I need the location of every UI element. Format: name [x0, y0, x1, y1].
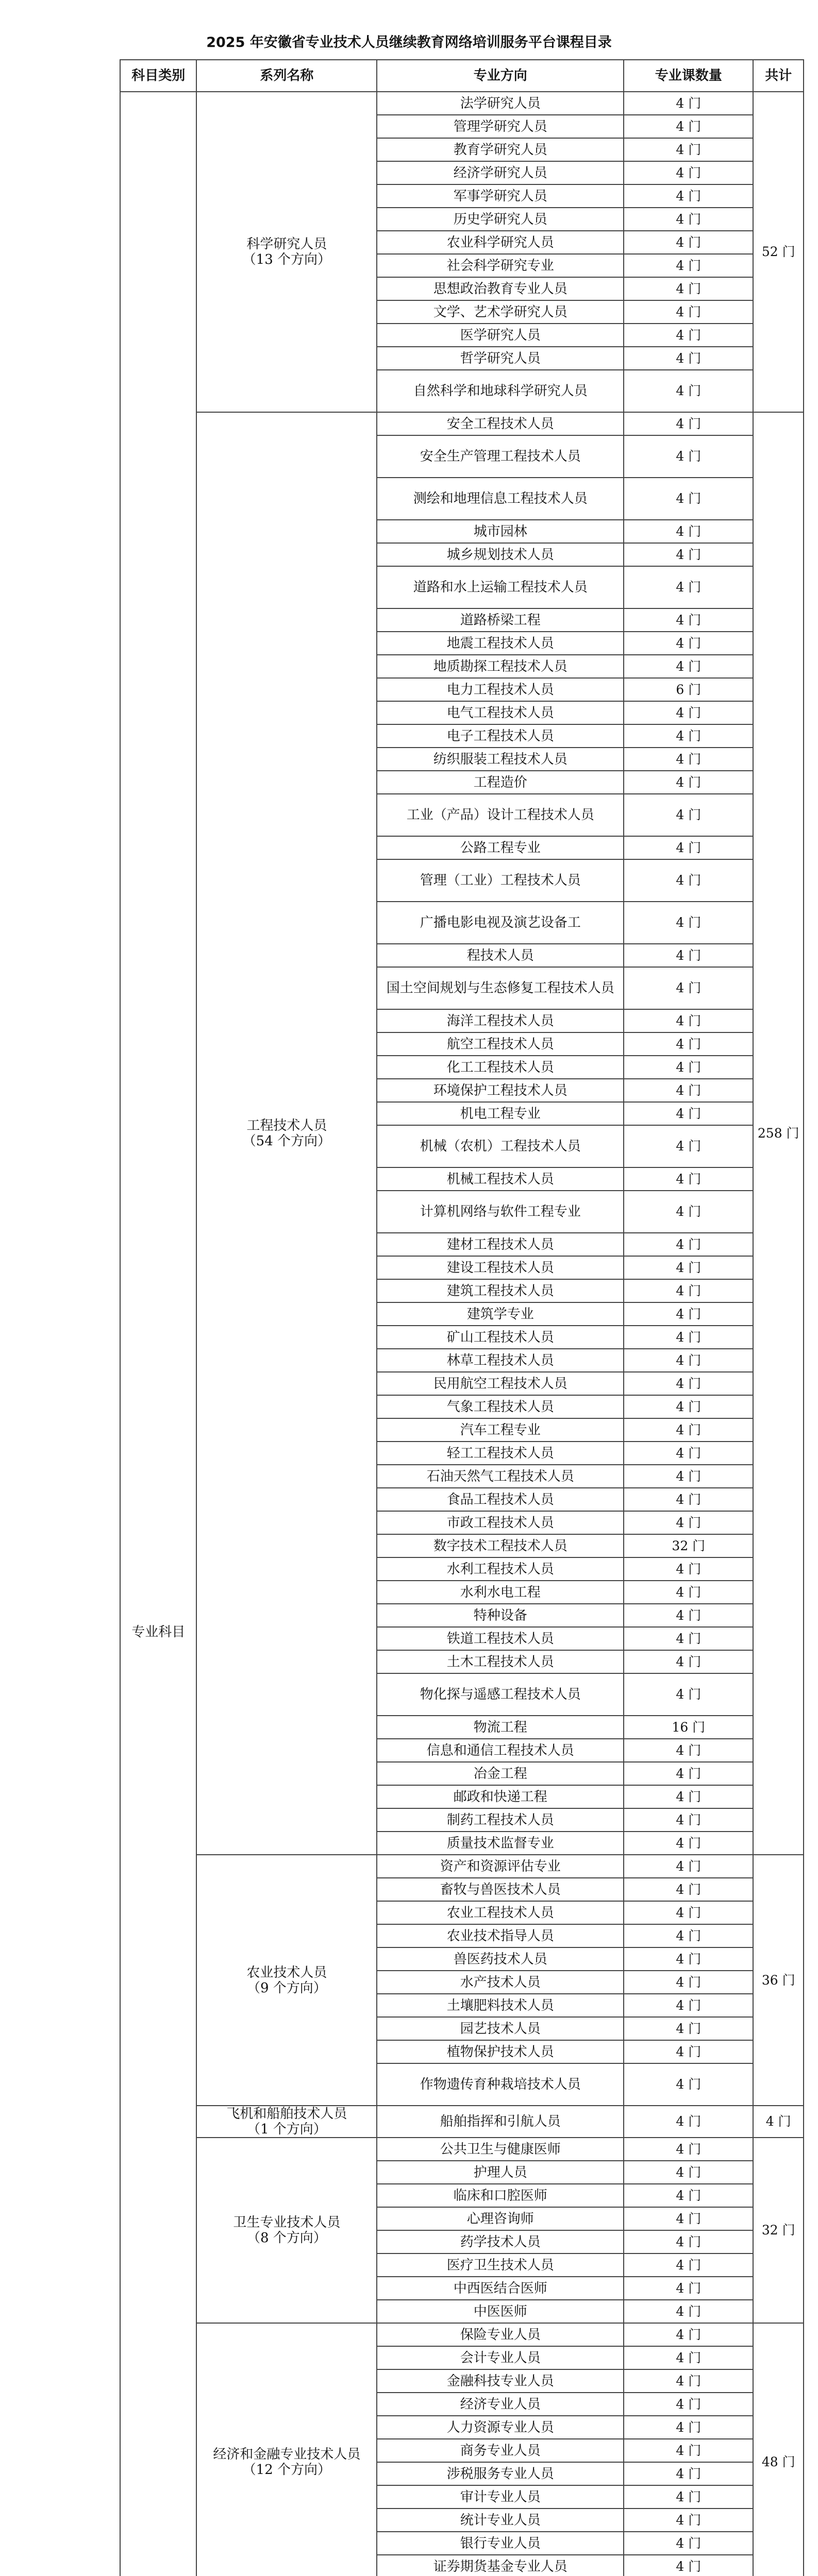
- direction-cell: 地震工程技术人员: [377, 632, 624, 655]
- course-count-cell: 4 门: [624, 1901, 753, 1924]
- course-count-cell: 4 门: [624, 1785, 753, 1808]
- course-count-cell: 4 门: [624, 412, 753, 435]
- direction-cell: 环境保护工程技术人员: [377, 1079, 624, 1102]
- direction-cell: 气象工程技术人员: [377, 1395, 624, 1418]
- direction-cell: 安全工程技术人员: [377, 412, 624, 435]
- header-course-count: 专业课数量: [624, 60, 753, 92]
- direction-cell: 经济学研究人员: [377, 161, 624, 184]
- course-count-cell: 4 门: [624, 859, 753, 902]
- course-count-cell: 4 门: [624, 1855, 753, 1878]
- direction-cell: 电子工程技术人员: [377, 724, 624, 748]
- course-count-cell: 4 门: [624, 655, 753, 678]
- course-count-cell: 4 门: [624, 1326, 753, 1349]
- course-count-cell: 4 门: [624, 1557, 753, 1581]
- direction-cell: 医疗卫生技术人员: [377, 2253, 624, 2277]
- course-count-cell: 4 门: [624, 2138, 753, 2161]
- direction-cell: 医学研究人员: [377, 324, 624, 347]
- course-count-cell: 4 门: [624, 1627, 753, 1650]
- direction-cell: 电气工程技术人员: [377, 701, 624, 724]
- series-cell: 科学研究人员 （13 个方向）: [196, 92, 377, 412]
- series-cell: 农业技术人员 （9 个方向）: [196, 1855, 377, 2106]
- course-count-cell: 4 门: [624, 208, 753, 231]
- course-count-cell: 4 门: [624, 2393, 753, 2416]
- course-count-cell: 4 门: [624, 632, 753, 655]
- direction-cell: 公共卫生与健康医师: [377, 2138, 624, 2161]
- group-total-cell: 258 门: [753, 412, 804, 1855]
- direction-cell: 测绘和地理信息工程技术人员: [377, 478, 624, 520]
- course-count-cell: 4 门: [624, 836, 753, 859]
- course-count-cell: 4 门: [624, 1488, 753, 1511]
- direction-cell: 审计专业人员: [377, 2485, 624, 2509]
- direction-cell: 涉税服务专业人员: [377, 2462, 624, 2485]
- direction-cell: 安全生产管理工程技术人员: [377, 435, 624, 478]
- course-count-cell: 4 门: [624, 1191, 753, 1233]
- direction-cell: 管理（工业）工程技术人员: [377, 859, 624, 902]
- course-count-cell: 4 门: [624, 1808, 753, 1832]
- course-count-cell: 4 门: [624, 2439, 753, 2462]
- direction-cell: 工业（产品）设计工程技术人员: [377, 794, 624, 836]
- course-count-cell: 4 门: [624, 2106, 753, 2138]
- direction-cell: 数字技术工程技术人员: [377, 1534, 624, 1557]
- course-count-cell: 32 门: [624, 1534, 753, 1557]
- course-count-cell: 4 门: [624, 794, 753, 836]
- direction-cell: 思想政治教育专业人员: [377, 277, 624, 300]
- direction-cell: 畜牧与兽医技术人员: [377, 1878, 624, 1901]
- direction-cell: 航空工程技术人员: [377, 1032, 624, 1056]
- direction-cell: 矿山工程技术人员: [377, 1326, 624, 1349]
- course-count-cell: 4 门: [624, 1832, 753, 1855]
- series-cell: 卫生专业技术人员 （8 个方向）: [196, 2138, 377, 2323]
- course-count-cell: 4 门: [624, 435, 753, 478]
- course-count-cell: 4 门: [624, 1511, 753, 1534]
- direction-cell: 水产技术人员: [377, 1971, 624, 1994]
- course-count-cell: 4 门: [624, 115, 753, 138]
- course-count-cell: 4 门: [624, 2555, 753, 2576]
- course-count-cell: 4 门: [624, 1233, 753, 1256]
- direction-cell: 冶金工程: [377, 1762, 624, 1785]
- direction-cell: 商务专业人员: [377, 2439, 624, 2462]
- course-count-cell: 4 门: [624, 347, 753, 370]
- course-count-cell: 4 门: [624, 701, 753, 724]
- course-count-cell: 4 门: [624, 944, 753, 967]
- course-count-cell: 4 门: [624, 2161, 753, 2184]
- direction-cell: 机械（农机）工程技术人员: [377, 1125, 624, 1167]
- direction-cell: 会计专业人员: [377, 2346, 624, 2369]
- course-count-cell: 4 门: [624, 1302, 753, 1326]
- course-count-cell: 4 门: [624, 1032, 753, 1056]
- course-count-cell: 4 门: [624, 231, 753, 254]
- direction-cell: 临床和口腔医师: [377, 2184, 624, 2207]
- direction-cell: 石油天然气工程技术人员: [377, 1465, 624, 1488]
- direction-cell: 道路桥梁工程: [377, 608, 624, 632]
- direction-cell: 轻工工程技术人员: [377, 1442, 624, 1465]
- direction-cell: 管理学研究人员: [377, 115, 624, 138]
- direction-cell: 建材工程技术人员: [377, 1233, 624, 1256]
- course-count-cell: 4 门: [624, 2300, 753, 2323]
- course-count-cell: 4 门: [624, 254, 753, 277]
- group-total-cell: 32 门: [753, 2138, 804, 2323]
- course-count-cell: 4 门: [624, 1395, 753, 1418]
- course-count-cell: 4 门: [624, 1581, 753, 1604]
- table-row: [120, 2106, 804, 2138]
- direction-cell: 建筑工程技术人员: [377, 1279, 624, 1302]
- series-cell: 飞机和船舶技术人员 （1 个方向）: [196, 2106, 377, 2138]
- direction-cell: 建筑学专业: [377, 1302, 624, 1326]
- table-row: [120, 412, 804, 435]
- direction-cell: 国土空间规划与生态修复工程技术人员: [377, 967, 624, 1009]
- course-count-cell: 4 门: [624, 520, 753, 543]
- direction-cell: 城乡规划技术人员: [377, 543, 624, 566]
- course-count-cell: 4 门: [624, 2063, 753, 2106]
- course-count-cell: 4 门: [624, 2323, 753, 2346]
- direction-cell: 心理咨询师: [377, 2207, 624, 2230]
- direction-cell: 机电工程专业: [377, 1102, 624, 1125]
- course-count-cell: 4 门: [624, 1924, 753, 1947]
- course-catalog-table: [120, 59, 804, 2576]
- course-count-cell: 4 门: [624, 1279, 753, 1302]
- course-count-cell: 4 门: [624, 967, 753, 1009]
- course-count-cell: 4 门: [624, 1604, 753, 1627]
- direction-cell: 汽车工程专业: [377, 1418, 624, 1442]
- direction-cell: 城市园林: [377, 520, 624, 543]
- direction-cell: 化工工程技术人员: [377, 1056, 624, 1079]
- direction-cell: 护理人员: [377, 2161, 624, 2184]
- course-count-cell: 4 门: [624, 2277, 753, 2300]
- course-count-cell: 4 门: [624, 724, 753, 748]
- direction-cell: 林草工程技术人员: [377, 1349, 624, 1372]
- direction-cell: 农业技术指导人员: [377, 1924, 624, 1947]
- direction-cell: 园艺技术人员: [377, 2017, 624, 2040]
- table-body: [120, 92, 804, 2576]
- course-count-cell: 4 门: [624, 2485, 753, 2509]
- course-count-cell: 4 门: [624, 2184, 753, 2207]
- direction-cell: 教育学研究人员: [377, 138, 624, 161]
- course-count-cell: 4 门: [624, 324, 753, 347]
- direction-cell: 统计专业人员: [377, 2509, 624, 2532]
- direction-cell: 质量技术监督专业: [377, 1832, 624, 1855]
- course-count-cell: 4 门: [624, 1372, 753, 1395]
- direction-cell: 社会科学研究专业: [377, 254, 624, 277]
- header-direction: 专业方向: [377, 60, 624, 92]
- course-count-cell: 4 门: [624, 2253, 753, 2277]
- direction-cell: 地质勘探工程技术人员: [377, 655, 624, 678]
- direction-cell: 广播电影电视及演艺设备工: [377, 902, 624, 944]
- course-count-cell: 4 门: [624, 748, 753, 771]
- course-count-cell: 4 门: [624, 1442, 753, 1465]
- direction-cell: 资产和资源评估专业: [377, 1855, 624, 1878]
- table-row: [120, 1855, 804, 1878]
- direction-cell: 农业工程技术人员: [377, 1901, 624, 1924]
- direction-cell: 民用航空工程技术人员: [377, 1372, 624, 1395]
- course-count-cell: 4 门: [624, 1102, 753, 1125]
- direction-cell: 公路工程专业: [377, 836, 624, 859]
- course-count-cell: 4 门: [624, 1878, 753, 1901]
- direction-cell: 中西医结合医师: [377, 2277, 624, 2300]
- course-count-cell: 4 门: [624, 2207, 753, 2230]
- course-count-cell: 4 门: [624, 2040, 753, 2063]
- course-count-cell: 4 门: [624, 1947, 753, 1971]
- direction-cell: 药学技术人员: [377, 2230, 624, 2253]
- direction-cell: 纺织服装工程技术人员: [377, 748, 624, 771]
- course-count-cell: 4 门: [624, 2369, 753, 2393]
- group-total-cell: 36 门: [753, 1855, 804, 2106]
- course-count-cell: 4 门: [624, 277, 753, 300]
- course-count-cell: 4 门: [624, 543, 753, 566]
- direction-cell: 兽医药技术人员: [377, 1947, 624, 1971]
- direction-cell: 特种设备: [377, 1604, 624, 1627]
- course-count-cell: 6 门: [624, 678, 753, 701]
- direction-cell: 市政工程技术人员: [377, 1511, 624, 1534]
- direction-cell: 历史学研究人员: [377, 208, 624, 231]
- direction-cell: 水利水电工程: [377, 1581, 624, 1604]
- direction-cell: 食品工程技术人员: [377, 1488, 624, 1511]
- direction-cell: 法学研究人员: [377, 92, 624, 115]
- course-count-cell: 4 门: [624, 161, 753, 184]
- course-count-cell: 4 门: [624, 370, 753, 412]
- direction-cell: 制药工程技术人员: [377, 1808, 624, 1832]
- direction-cell: 物化探与遥感工程技术人员: [377, 1673, 624, 1716]
- course-count-cell: 4 门: [624, 478, 753, 520]
- direction-cell: 邮政和快递工程: [377, 1785, 624, 1808]
- direction-cell: 作物遗传育种栽培技术人员: [377, 2063, 624, 2106]
- direction-cell: 自然科学和地球科学研究人员: [377, 370, 624, 412]
- direction-cell: 机械工程技术人员: [377, 1167, 624, 1191]
- direction-cell: 人力资源专业人员: [377, 2416, 624, 2439]
- direction-cell: 建设工程技术人员: [377, 1256, 624, 1279]
- group-total-cell: 4 门: [753, 2106, 804, 2138]
- direction-cell: 船舶指挥和引航人员: [377, 2106, 624, 2138]
- course-count-cell: 4 门: [624, 1256, 753, 1279]
- direction-cell: 经济专业人员: [377, 2393, 624, 2416]
- course-count-cell: 4 门: [624, 92, 753, 115]
- group-total-cell: 48 门: [753, 2323, 804, 2576]
- table-row: [120, 2138, 804, 2161]
- course-count-cell: 4 门: [624, 1650, 753, 1673]
- course-count-cell: 4 门: [624, 608, 753, 632]
- direction-cell: 土木工程技术人员: [377, 1650, 624, 1673]
- course-count-cell: 4 门: [624, 1009, 753, 1032]
- direction-cell: 哲学研究人员: [377, 347, 624, 370]
- course-count-cell: 4 门: [624, 1994, 753, 2017]
- course-count-cell: 4 门: [624, 1167, 753, 1191]
- direction-cell: 中医医师: [377, 2300, 624, 2323]
- course-count-cell: 4 门: [624, 566, 753, 608]
- direction-cell: 银行专业人员: [377, 2532, 624, 2555]
- direction-cell: 证券期货基金专业人员: [377, 2555, 624, 2576]
- direction-cell: 信息和通信工程技术人员: [377, 1739, 624, 1762]
- course-count-cell: 16 门: [624, 1716, 753, 1739]
- header-total: 共计: [753, 60, 804, 92]
- direction-cell: 铁道工程技术人员: [377, 1627, 624, 1650]
- course-count-cell: 4 门: [624, 1125, 753, 1167]
- header-category: 科目类别: [120, 60, 196, 92]
- page-title: 2025 年安徽省专业技术人员继续教育网络培训服务平台课程目录: [206, 35, 612, 50]
- course-count-cell: 4 门: [624, 771, 753, 794]
- table-row: [120, 92, 804, 115]
- direction-cell: 军事学研究人员: [377, 184, 624, 208]
- direction-cell: 海洋工程技术人员: [377, 1009, 624, 1032]
- group-total-cell: 52 门: [753, 92, 804, 412]
- header-series: 系列名称: [196, 60, 377, 92]
- series-cell: 经济和金融专业技术人员 （12 个方向）: [196, 2323, 377, 2576]
- course-count-cell: 4 门: [624, 2017, 753, 2040]
- course-count-cell: 4 门: [624, 300, 753, 324]
- direction-cell: 保险专业人员: [377, 2323, 624, 2346]
- course-count-cell: 4 门: [624, 1465, 753, 1488]
- table-row: [120, 2323, 804, 2346]
- course-count-cell: 4 门: [624, 2416, 753, 2439]
- course-count-cell: 4 门: [624, 1079, 753, 1102]
- direction-cell: 道路和水上运输工程技术人员: [377, 566, 624, 608]
- table-header-row: [120, 60, 804, 92]
- direction-cell: 计算机网络与软件工程专业: [377, 1191, 624, 1233]
- course-count-cell: 4 门: [624, 1739, 753, 1762]
- direction-cell: 物流工程: [377, 1716, 624, 1739]
- direction-cell: 农业科学研究人员: [377, 231, 624, 254]
- course-count-cell: 4 门: [624, 902, 753, 944]
- course-count-cell: 4 门: [624, 2509, 753, 2532]
- course-count-cell: 4 门: [624, 2230, 753, 2253]
- direction-cell: 金融科技专业人员: [377, 2369, 624, 2393]
- category-cell: 专业科目: [120, 92, 196, 2576]
- course-count-cell: 4 门: [624, 2346, 753, 2369]
- course-count-cell: 4 门: [624, 184, 753, 208]
- course-count-cell: 4 门: [624, 1349, 753, 1372]
- course-count-cell: 4 门: [624, 1762, 753, 1785]
- direction-cell: 工程造价: [377, 771, 624, 794]
- course-count-cell: 4 门: [624, 1418, 753, 1442]
- direction-cell: 水利工程技术人员: [377, 1557, 624, 1581]
- course-count-cell: 4 门: [624, 1971, 753, 1994]
- series-cell: 工程技术人员 （54 个方向）: [196, 412, 377, 1855]
- course-count-cell: 4 门: [624, 1056, 753, 1079]
- course-count-cell: 4 门: [624, 2532, 753, 2555]
- direction-cell: 土壤肥料技术人员: [377, 1994, 624, 2017]
- course-count-cell: 4 门: [624, 2462, 753, 2485]
- course-count-cell: 4 门: [624, 138, 753, 161]
- direction-cell: 文学、艺术学研究人员: [377, 300, 624, 324]
- direction-cell: 电力工程技术人员: [377, 678, 624, 701]
- course-count-cell: 4 门: [624, 1673, 753, 1716]
- direction-cell: 程技术人员: [377, 944, 624, 967]
- direction-cell: 植物保护技术人员: [377, 2040, 624, 2063]
